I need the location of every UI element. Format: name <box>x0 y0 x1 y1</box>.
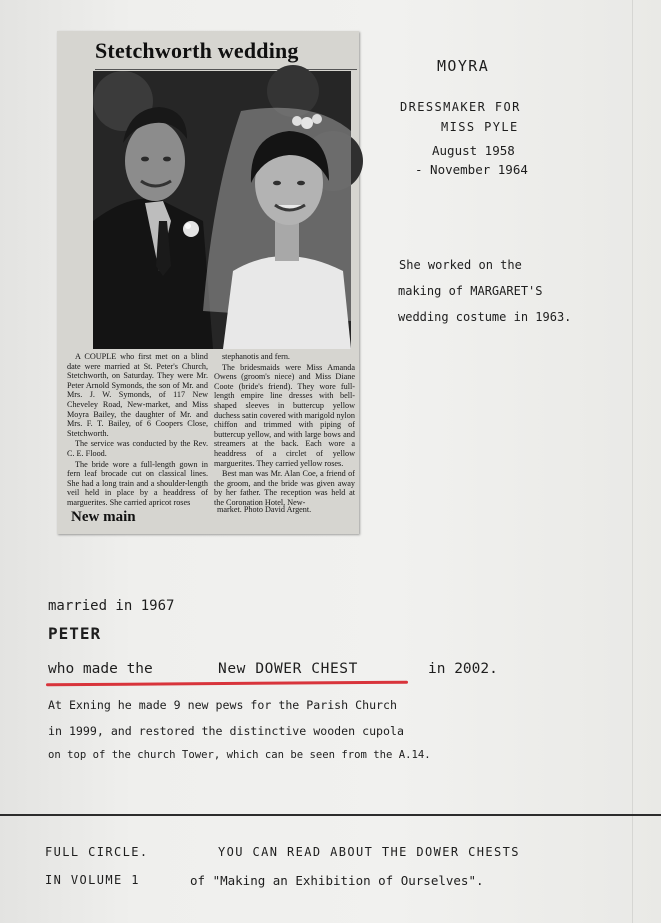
article-paragraph: Best man was Mr. Alan Coe, a friend of the groom, and the bride was given away by her father. The reception was held at the Coronation Hotel, New- <box>214 469 355 507</box>
story-exning-line-3: on top of the church Tower, which can be seen from the A.14. <box>48 749 431 761</box>
article-paragraph: The bride wore a full-length gown in fern leaf brocade cut on classical lines. She had a long train and a shoulder-length veil held in place by a headdress of marguerites. She carried apricot roses <box>67 459 208 507</box>
note-date-line-2: - November 1964 <box>415 162 528 177</box>
note-role-line-2: MISS PYLE <box>441 120 519 134</box>
story-made-suffix: in 2002. <box>428 661 498 677</box>
article-paragraph: stephanotis and fern. <box>222 352 290 361</box>
article-paragraph: A COUPLE who first met on a blind date were married at St. Peter's Church, Stetchworth, on Saturday. They were Mr. Peter Arnold Symonds, the son of Mr. and Mrs. J. W. Symonds, of 117 New Cheveley Road, New-market, and Miss Moyra Bailey, the daughter of Mr. and Mrs. F. T. Bailey, of 6 Coopers Close, Stetchworth. <box>67 352 208 438</box>
note-name: MOYRA <box>437 57 490 75</box>
note-date-line-1: August 1958 <box>432 143 515 158</box>
story-peter: PETER <box>48 624 102 643</box>
wedding-photo-image <box>93 71 351 349</box>
article-paragraph: The service was conducted by the Rev. C. E. Flood. <box>67 439 208 458</box>
section-divider <box>0 814 661 816</box>
page-fold-line <box>632 0 633 923</box>
story-exning-line-2: in 1999, and restored the distinctive wooden cupola <box>48 724 404 738</box>
note-worked-line-1: She worked on the <box>399 258 522 272</box>
footer-dower-chests: YOU CAN READ ABOUT THE DOWER CHESTS <box>218 845 520 859</box>
clipping-photo-credit: market. Photo David Argent. <box>217 505 312 514</box>
note-role-line-1: DRESSMAKER FOR <box>400 100 521 114</box>
newspaper-clipping <box>57 31 359 534</box>
wedding-photo <box>93 71 351 349</box>
story-exning-line-1: At Exning he made 9 new pews for the Parish Church <box>48 698 398 712</box>
clipping-article <box>67 352 355 507</box>
article-column-2 <box>214 352 355 507</box>
story-married: married in 1967 <box>48 598 175 614</box>
clipping-footer <box>67 505 355 530</box>
footer-full-circle: FULL CIRCLE. <box>45 845 149 859</box>
story-made-prefix: who made the <box>48 661 153 677</box>
footer-exhibition-title: of "Making an Exhibition of Ourselves". <box>190 873 484 888</box>
article-paragraph: The bridesmaids were Miss Amanda Owens (groom's niece) and Miss Diane Coote (bride's friend). They wore full-length empire line dresses with bell-shaped sleeves in buttercup yellow duchess satin covered with marigold nylon chiffon and trimmed with piping of buttercup yellow, and with large bows and streamers at the back. Each wore a headdress of a circlet of yellow marguerites. They carried yellow roses. <box>214 362 355 468</box>
note-worked-line-2: making of MARGARET'S <box>398 284 543 298</box>
article-column-1 <box>67 352 208 507</box>
clipping-headline: Stetchworth wedding <box>95 33 357 70</box>
clipping-newspaper-name: New main <box>71 509 136 525</box>
story-made-item: New DOWER CHEST <box>218 661 358 677</box>
note-worked-line-3: wedding costume in 1963. <box>398 310 572 324</box>
footer-volume: IN VOLUME 1 <box>45 873 140 887</box>
